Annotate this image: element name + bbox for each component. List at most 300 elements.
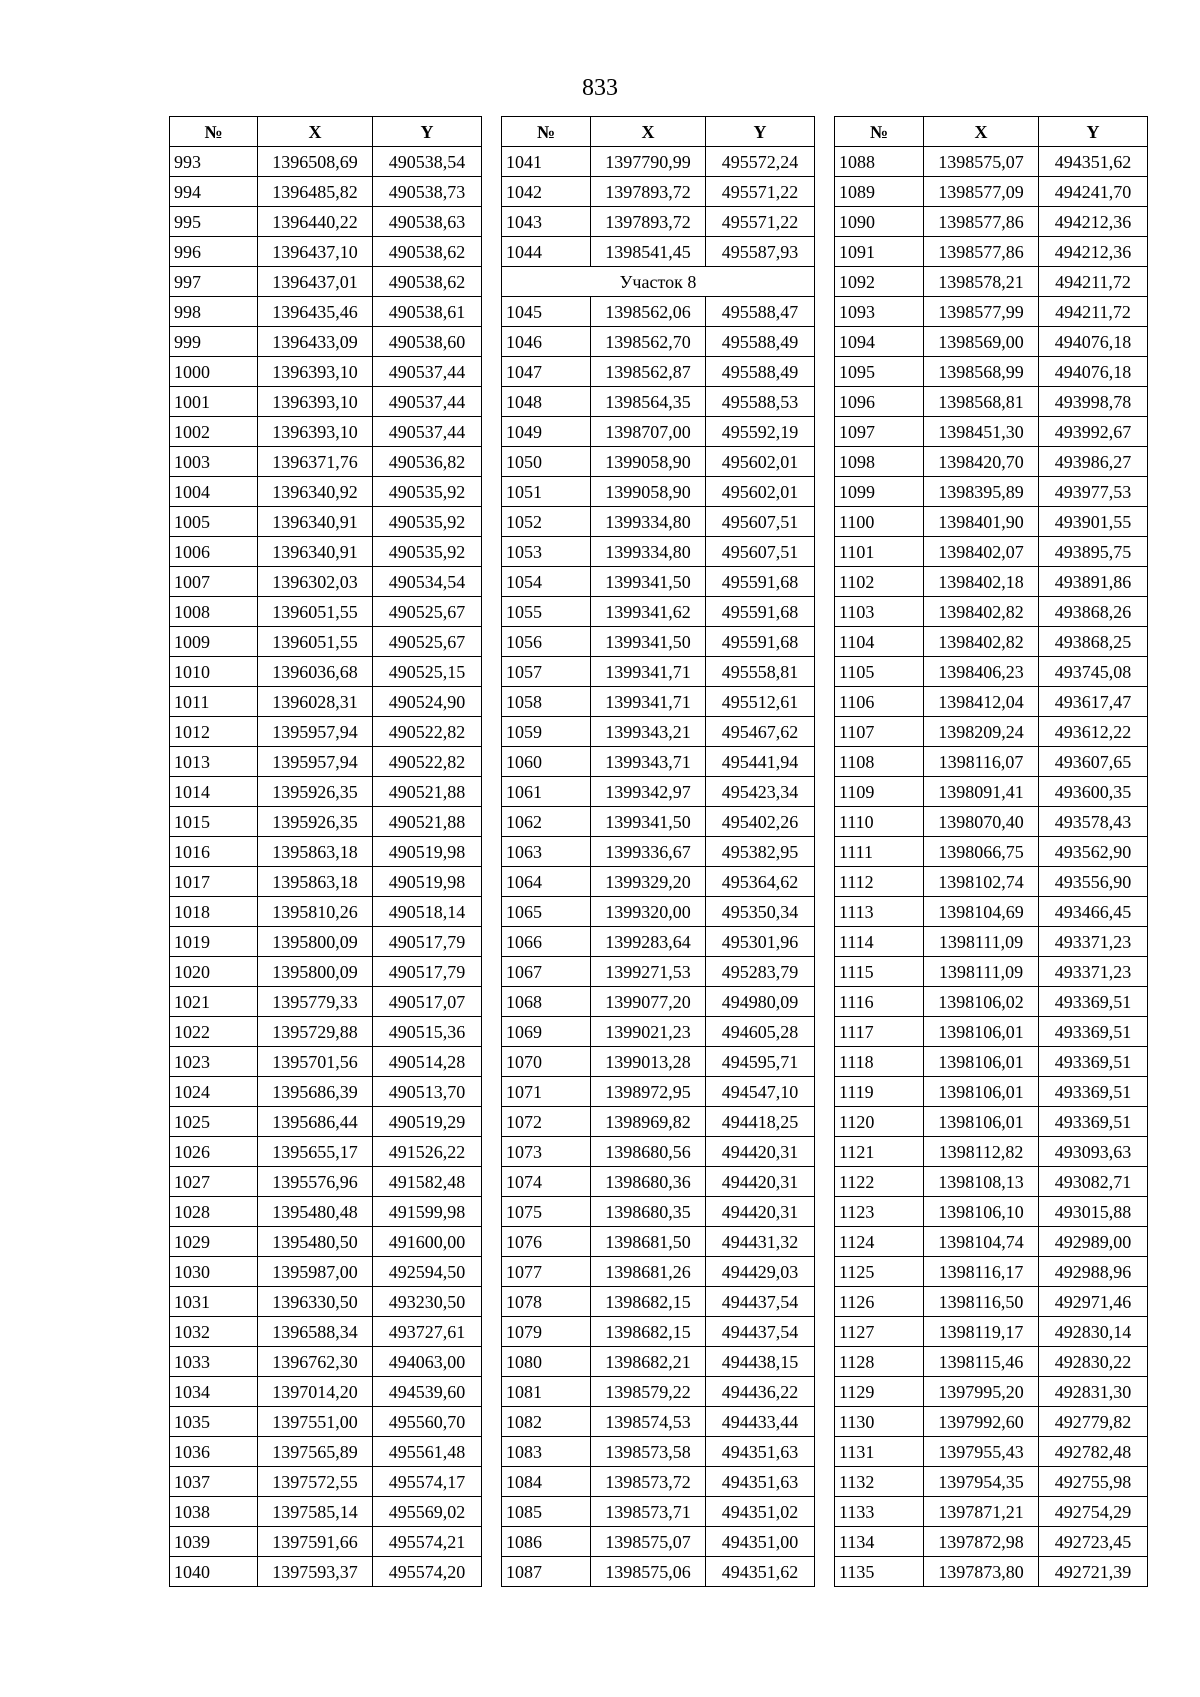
- y-coordinate-cell: 492988,96: [1039, 1257, 1148, 1287]
- table-row: [502, 1257, 815, 1287]
- x-coordinate-cell: 1396340,91: [258, 507, 373, 537]
- point-number-cell: 1007: [170, 567, 258, 597]
- point-number-cell: 1051: [502, 477, 591, 507]
- y-coordinate-cell: 494212,36: [1039, 237, 1148, 267]
- x-coordinate-cell: 1398577,99: [924, 297, 1039, 327]
- point-number-cell: 1073: [502, 1137, 591, 1167]
- x-coordinate-cell: 1397551,00: [258, 1407, 373, 1437]
- table-row: [170, 177, 482, 207]
- x-coordinate-cell: 1395480,50: [258, 1227, 373, 1257]
- x-coordinate-cell: 1399058,90: [591, 447, 706, 477]
- point-number-cell: 1033: [170, 1347, 258, 1377]
- x-coordinate-cell: 1396051,55: [258, 627, 373, 657]
- table-row: [502, 1227, 815, 1257]
- x-coordinate-cell: 1398412,04: [924, 687, 1039, 717]
- point-number-cell: 1129: [835, 1377, 924, 1407]
- point-number-cell: 1116: [835, 987, 924, 1017]
- table-row: [835, 747, 1148, 777]
- point-number-cell: 1115: [835, 957, 924, 987]
- point-number-cell: 1076: [502, 1227, 591, 1257]
- point-number-cell: 1001: [170, 387, 258, 417]
- table-row: [502, 867, 815, 897]
- point-number-cell: 1041: [502, 147, 591, 177]
- y-coordinate-cell: 490517,79: [373, 957, 482, 987]
- page-number: 833: [582, 75, 618, 101]
- point-number-cell: 1092: [835, 267, 924, 297]
- point-number-cell: 1063: [502, 837, 591, 867]
- point-number-cell: 1058: [502, 687, 591, 717]
- table-row: [502, 207, 815, 237]
- x-coordinate-cell: 1396051,55: [258, 597, 373, 627]
- x-coordinate-cell: 1398402,82: [924, 597, 1039, 627]
- x-coordinate-cell: 1397585,14: [258, 1497, 373, 1527]
- x-coordinate-cell: 1396485,82: [258, 177, 373, 207]
- x-coordinate-cell: 1398562,70: [591, 327, 706, 357]
- point-number-cell: 1075: [502, 1197, 591, 1227]
- table-row: [502, 327, 815, 357]
- y-coordinate-cell: 490536,82: [373, 447, 482, 477]
- table-row: [502, 1377, 815, 1407]
- x-coordinate-cell: 1395863,18: [258, 837, 373, 867]
- point-number-cell: 1087: [502, 1557, 591, 1587]
- table-row: [835, 957, 1148, 987]
- table-row: [170, 1137, 482, 1167]
- point-number-cell: 996: [170, 237, 258, 267]
- table-row: [502, 807, 815, 837]
- y-coordinate-cell: 495561,48: [373, 1437, 482, 1467]
- x-coordinate-cell: 1395480,48: [258, 1197, 373, 1227]
- y-coordinate-cell: 495607,51: [706, 537, 815, 567]
- table-row: [835, 717, 1148, 747]
- y-coordinate-cell: 495602,01: [706, 447, 815, 477]
- point-number-cell: 1023: [170, 1047, 258, 1077]
- x-coordinate-cell: 1398106,01: [924, 1107, 1039, 1137]
- point-number-cell: 1071: [502, 1077, 591, 1107]
- x-coordinate-cell: 1395987,00: [258, 1257, 373, 1287]
- table-row: [835, 777, 1148, 807]
- x-coordinate-cell: 1399320,00: [591, 897, 706, 927]
- y-coordinate-cell: 491600,00: [373, 1227, 482, 1257]
- table-row: [170, 1437, 482, 1467]
- point-number-cell: 1135: [835, 1557, 924, 1587]
- y-coordinate-cell: 494420,31: [706, 1167, 815, 1197]
- point-number-cell: 1083: [502, 1437, 591, 1467]
- y-coordinate-cell: 490537,44: [373, 417, 482, 447]
- point-number-cell: 1020: [170, 957, 258, 987]
- point-number-cell: 1132: [835, 1467, 924, 1497]
- y-coordinate-cell: 493556,90: [1039, 867, 1148, 897]
- point-number-cell: 1125: [835, 1257, 924, 1287]
- point-number-cell: 1003: [170, 447, 258, 477]
- x-coordinate-cell: 1396437,01: [258, 267, 373, 297]
- x-coordinate-cell: 1398969,82: [591, 1107, 706, 1137]
- header-x: X: [591, 117, 706, 147]
- y-coordinate-cell: 493562,90: [1039, 837, 1148, 867]
- header-y: Y: [706, 117, 815, 147]
- point-number-cell: 1016: [170, 837, 258, 867]
- point-number-cell: 1043: [502, 207, 591, 237]
- point-number-cell: 1038: [170, 1497, 258, 1527]
- x-coordinate-cell: 1398972,95: [591, 1077, 706, 1107]
- point-number-cell: 1127: [835, 1317, 924, 1347]
- x-coordinate-cell: 1398106,01: [924, 1077, 1039, 1107]
- point-number-cell: 1015: [170, 807, 258, 837]
- table-row: [502, 1467, 815, 1497]
- x-coordinate-cell: 1396437,10: [258, 237, 373, 267]
- point-number-cell: 1053: [502, 537, 591, 567]
- point-number-cell: 998: [170, 297, 258, 327]
- x-coordinate-cell: 1395686,44: [258, 1107, 373, 1137]
- table-row: [170, 987, 482, 1017]
- x-coordinate-cell: 1398575,07: [924, 147, 1039, 177]
- point-number-cell: 1032: [170, 1317, 258, 1347]
- x-coordinate-cell: 1395926,35: [258, 807, 373, 837]
- point-number-cell: 1031: [170, 1287, 258, 1317]
- point-number-cell: 1027: [170, 1167, 258, 1197]
- x-coordinate-cell: 1396433,09: [258, 327, 373, 357]
- table-row: [170, 267, 482, 297]
- x-coordinate-cell: 1398395,89: [924, 477, 1039, 507]
- y-coordinate-cell: 492721,39: [1039, 1557, 1148, 1587]
- y-coordinate-cell: 493901,55: [1039, 507, 1148, 537]
- point-number-cell: 1046: [502, 327, 591, 357]
- point-number-cell: 1124: [835, 1227, 924, 1257]
- table-row: [502, 567, 815, 597]
- point-number-cell: 999: [170, 327, 258, 357]
- x-coordinate-cell: 1398112,82: [924, 1137, 1039, 1167]
- table-row: [170, 1317, 482, 1347]
- table-row: [170, 1467, 482, 1497]
- point-number-cell: 1081: [502, 1377, 591, 1407]
- y-coordinate-cell: 490519,98: [373, 837, 482, 867]
- table-row: [170, 1347, 482, 1377]
- y-coordinate-cell: 492723,45: [1039, 1527, 1148, 1557]
- point-number-cell: 1014: [170, 777, 258, 807]
- y-coordinate-cell: 495572,24: [706, 147, 815, 177]
- x-coordinate-cell: 1399341,71: [591, 687, 706, 717]
- table-row: [170, 1257, 482, 1287]
- table-row: [835, 1287, 1148, 1317]
- point-number-cell: 1077: [502, 1257, 591, 1287]
- x-coordinate-cell: 1398577,86: [924, 207, 1039, 237]
- point-number-cell: 1045: [502, 297, 591, 327]
- point-number-cell: 1067: [502, 957, 591, 987]
- table-row: [835, 537, 1148, 567]
- table-row: [502, 597, 815, 627]
- x-coordinate-cell: 1399343,71: [591, 747, 706, 777]
- point-number-cell: 1070: [502, 1047, 591, 1077]
- y-coordinate-cell: 494212,36: [1039, 207, 1148, 237]
- point-number-cell: 1090: [835, 207, 924, 237]
- x-coordinate-cell: 1398707,00: [591, 417, 706, 447]
- y-coordinate-cell: 493868,25: [1039, 627, 1148, 657]
- x-coordinate-cell: 1398406,23: [924, 657, 1039, 687]
- x-coordinate-cell: 1395655,17: [258, 1137, 373, 1167]
- point-number-cell: 1017: [170, 867, 258, 897]
- table-row: [835, 267, 1148, 297]
- table-row: [170, 627, 482, 657]
- y-coordinate-cell: 493612,22: [1039, 717, 1148, 747]
- point-number-cell: 1074: [502, 1167, 591, 1197]
- table-row: [502, 477, 815, 507]
- x-coordinate-cell: 1398573,72: [591, 1467, 706, 1497]
- x-coordinate-cell: 1395810,26: [258, 897, 373, 927]
- point-number-cell: 1061: [502, 777, 591, 807]
- point-number-cell: 1098: [835, 447, 924, 477]
- table-row: [502, 687, 815, 717]
- y-coordinate-cell: 492989,00: [1039, 1227, 1148, 1257]
- x-coordinate-cell: 1398575,06: [591, 1557, 706, 1587]
- x-coordinate-cell: 1398070,40: [924, 807, 1039, 837]
- y-coordinate-cell: 494438,15: [706, 1347, 815, 1377]
- point-number-cell: 1104: [835, 627, 924, 657]
- y-coordinate-cell: 495301,96: [706, 927, 815, 957]
- table-row: [170, 1167, 482, 1197]
- y-coordinate-cell: 493986,27: [1039, 447, 1148, 477]
- point-number-cell: 1050: [502, 447, 591, 477]
- point-number-cell: 1060: [502, 747, 591, 777]
- y-coordinate-cell: 492782,48: [1039, 1437, 1148, 1467]
- y-coordinate-cell: 493371,23: [1039, 957, 1148, 987]
- table-row: [170, 1077, 482, 1107]
- table-row: [835, 807, 1148, 837]
- y-coordinate-cell: 494418,25: [706, 1107, 815, 1137]
- point-number-cell: 997: [170, 267, 258, 297]
- table-row: [170, 1557, 482, 1587]
- table-row: [835, 297, 1148, 327]
- x-coordinate-cell: 1398451,30: [924, 417, 1039, 447]
- section-title: Участок 8: [502, 267, 815, 297]
- table-row: [170, 1527, 482, 1557]
- x-coordinate-cell: 1398568,81: [924, 387, 1039, 417]
- y-coordinate-cell: 490538,60: [373, 327, 482, 357]
- x-coordinate-cell: 1398115,46: [924, 1347, 1039, 1377]
- table-row: [170, 597, 482, 627]
- header-number: №: [835, 117, 924, 147]
- point-number-cell: 1005: [170, 507, 258, 537]
- x-coordinate-cell: 1398119,17: [924, 1317, 1039, 1347]
- point-number-cell: 1079: [502, 1317, 591, 1347]
- section-row: [502, 267, 815, 297]
- point-number-cell: 1102: [835, 567, 924, 597]
- y-coordinate-cell: 494211,72: [1039, 267, 1148, 297]
- y-coordinate-cell: 492594,50: [373, 1257, 482, 1287]
- y-coordinate-cell: 495569,02: [373, 1497, 482, 1527]
- header-number: №: [502, 117, 591, 147]
- x-coordinate-cell: 1396393,10: [258, 417, 373, 447]
- x-coordinate-cell: 1398106,02: [924, 987, 1039, 1017]
- point-number-cell: 1095: [835, 357, 924, 387]
- point-number-cell: 1040: [170, 1557, 258, 1587]
- y-coordinate-cell: 494437,54: [706, 1287, 815, 1317]
- x-coordinate-cell: 1399013,28: [591, 1047, 706, 1077]
- point-number-cell: 1019: [170, 927, 258, 957]
- table-row: [835, 687, 1148, 717]
- y-coordinate-cell: 494351,00: [706, 1527, 815, 1557]
- table-row: [835, 1017, 1148, 1047]
- point-number-cell: 1128: [835, 1347, 924, 1377]
- x-coordinate-cell: 1399329,20: [591, 867, 706, 897]
- y-coordinate-cell: 490517,07: [373, 987, 482, 1017]
- point-number-cell: 1134: [835, 1527, 924, 1557]
- y-coordinate-cell: 493082,71: [1039, 1167, 1148, 1197]
- table-row: [502, 297, 815, 327]
- table-row: [502, 1407, 815, 1437]
- table-row: [170, 297, 482, 327]
- y-coordinate-cell: 495512,61: [706, 687, 815, 717]
- y-coordinate-cell: 490524,90: [373, 687, 482, 717]
- y-coordinate-cell: 490538,54: [373, 147, 482, 177]
- x-coordinate-cell: 1399336,67: [591, 837, 706, 867]
- point-number-cell: 1036: [170, 1437, 258, 1467]
- point-number-cell: 1002: [170, 417, 258, 447]
- x-coordinate-cell: 1396508,69: [258, 147, 373, 177]
- y-coordinate-cell: 492830,14: [1039, 1317, 1148, 1347]
- table-row: [835, 1497, 1148, 1527]
- y-coordinate-cell: 493369,51: [1039, 1107, 1148, 1137]
- table-row: [502, 987, 815, 1017]
- point-number-cell: 1126: [835, 1287, 924, 1317]
- point-number-cell: 1022: [170, 1017, 258, 1047]
- table-row: [502, 357, 815, 387]
- table-row: [502, 777, 815, 807]
- y-coordinate-cell: 492831,30: [1039, 1377, 1148, 1407]
- point-number-cell: 1013: [170, 747, 258, 777]
- point-number-cell: 1111: [835, 837, 924, 867]
- x-coordinate-cell: 1398402,07: [924, 537, 1039, 567]
- y-coordinate-cell: 495423,34: [706, 777, 815, 807]
- x-coordinate-cell: 1396588,34: [258, 1317, 373, 1347]
- table-row: [170, 1047, 482, 1077]
- point-number-cell: 1088: [835, 147, 924, 177]
- y-coordinate-cell: 495571,22: [706, 177, 815, 207]
- point-number-cell: 1059: [502, 717, 591, 747]
- table-row: [835, 1197, 1148, 1227]
- y-coordinate-cell: 490519,98: [373, 867, 482, 897]
- point-number-cell: 1068: [502, 987, 591, 1017]
- table-row: [835, 477, 1148, 507]
- table-row: [835, 567, 1148, 597]
- x-coordinate-cell: 1396340,91: [258, 537, 373, 567]
- table-row: [835, 177, 1148, 207]
- x-coordinate-cell: 1398420,70: [924, 447, 1039, 477]
- y-coordinate-cell: 490535,92: [373, 477, 482, 507]
- table-row: [170, 447, 482, 477]
- point-number-cell: 1039: [170, 1527, 258, 1557]
- table-row: [835, 1557, 1148, 1587]
- table-row: [835, 1347, 1148, 1377]
- point-number-cell: 1064: [502, 867, 591, 897]
- y-coordinate-cell: 495588,53: [706, 387, 815, 417]
- y-coordinate-cell: 490514,28: [373, 1047, 482, 1077]
- x-coordinate-cell: 1397565,89: [258, 1437, 373, 1467]
- x-coordinate-cell: 1397871,21: [924, 1497, 1039, 1527]
- y-coordinate-cell: 493992,67: [1039, 417, 1148, 447]
- y-coordinate-cell: 490534,54: [373, 567, 482, 597]
- x-coordinate-cell: 1398562,87: [591, 357, 706, 387]
- table-row: [170, 927, 482, 957]
- x-coordinate-cell: 1398106,01: [924, 1047, 1039, 1077]
- point-number-cell: 1030: [170, 1257, 258, 1287]
- x-coordinate-cell: 1398402,18: [924, 567, 1039, 597]
- point-number-cell: 1131: [835, 1437, 924, 1467]
- point-number-cell: 1096: [835, 387, 924, 417]
- y-coordinate-cell: 490525,15: [373, 657, 482, 687]
- point-number-cell: 993: [170, 147, 258, 177]
- table-row: [835, 447, 1148, 477]
- y-coordinate-cell: 494431,32: [706, 1227, 815, 1257]
- table-row: [502, 237, 815, 267]
- point-number-cell: 1108: [835, 747, 924, 777]
- x-coordinate-cell: 1398574,53: [591, 1407, 706, 1437]
- header-number: №: [170, 117, 258, 147]
- table-row: [835, 327, 1148, 357]
- x-coordinate-cell: 1399058,90: [591, 477, 706, 507]
- point-number-cell: 1000: [170, 357, 258, 387]
- x-coordinate-cell: 1397893,72: [591, 207, 706, 237]
- x-coordinate-cell: 1398579,22: [591, 1377, 706, 1407]
- y-coordinate-cell: 494605,28: [706, 1017, 815, 1047]
- table-row: [835, 1077, 1148, 1107]
- x-coordinate-cell: 1395926,35: [258, 777, 373, 807]
- point-number-cell: 1054: [502, 567, 591, 597]
- table-row: [170, 357, 482, 387]
- x-coordinate-cell: 1399021,23: [591, 1017, 706, 1047]
- x-coordinate-cell: 1396371,76: [258, 447, 373, 477]
- point-number-cell: 1024: [170, 1077, 258, 1107]
- point-number-cell: 1066: [502, 927, 591, 957]
- x-coordinate-cell: 1396340,92: [258, 477, 373, 507]
- table-row: [170, 957, 482, 987]
- point-number-cell: 1085: [502, 1497, 591, 1527]
- y-coordinate-cell: 490521,88: [373, 807, 482, 837]
- coordinates-table-3: [834, 116, 1148, 1587]
- point-number-cell: 1069: [502, 1017, 591, 1047]
- point-number-cell: 1082: [502, 1407, 591, 1437]
- point-number-cell: 1091: [835, 237, 924, 267]
- header-y: Y: [373, 117, 482, 147]
- x-coordinate-cell: 1398681,26: [591, 1257, 706, 1287]
- y-coordinate-cell: 495382,95: [706, 837, 815, 867]
- point-number-cell: 1012: [170, 717, 258, 747]
- coordinates-table-1: [169, 116, 482, 1587]
- point-number-cell: 995: [170, 207, 258, 237]
- x-coordinate-cell: 1397790,99: [591, 147, 706, 177]
- x-coordinate-cell: 1395779,33: [258, 987, 373, 1017]
- y-coordinate-cell: 494351,62: [706, 1557, 815, 1587]
- x-coordinate-cell: 1395729,88: [258, 1017, 373, 1047]
- y-coordinate-cell: 493578,43: [1039, 807, 1148, 837]
- point-number-cell: 1062: [502, 807, 591, 837]
- x-coordinate-cell: 1398116,17: [924, 1257, 1039, 1287]
- point-number-cell: 1122: [835, 1167, 924, 1197]
- point-number-cell: 1004: [170, 477, 258, 507]
- y-coordinate-cell: 490538,61: [373, 297, 482, 327]
- table-row: [835, 387, 1148, 417]
- table-row: [502, 1527, 815, 1557]
- table-row: [502, 1137, 815, 1167]
- x-coordinate-cell: 1398541,45: [591, 237, 706, 267]
- x-coordinate-cell: 1398569,00: [924, 327, 1039, 357]
- table-row: [835, 1137, 1148, 1167]
- x-coordinate-cell: 1395800,09: [258, 957, 373, 987]
- y-coordinate-cell: 495402,26: [706, 807, 815, 837]
- y-coordinate-cell: 495441,94: [706, 747, 815, 777]
- x-coordinate-cell: 1397873,80: [924, 1557, 1039, 1587]
- x-coordinate-cell: 1396330,50: [258, 1287, 373, 1317]
- point-number-cell: 994: [170, 177, 258, 207]
- y-coordinate-cell: 494595,71: [706, 1047, 815, 1077]
